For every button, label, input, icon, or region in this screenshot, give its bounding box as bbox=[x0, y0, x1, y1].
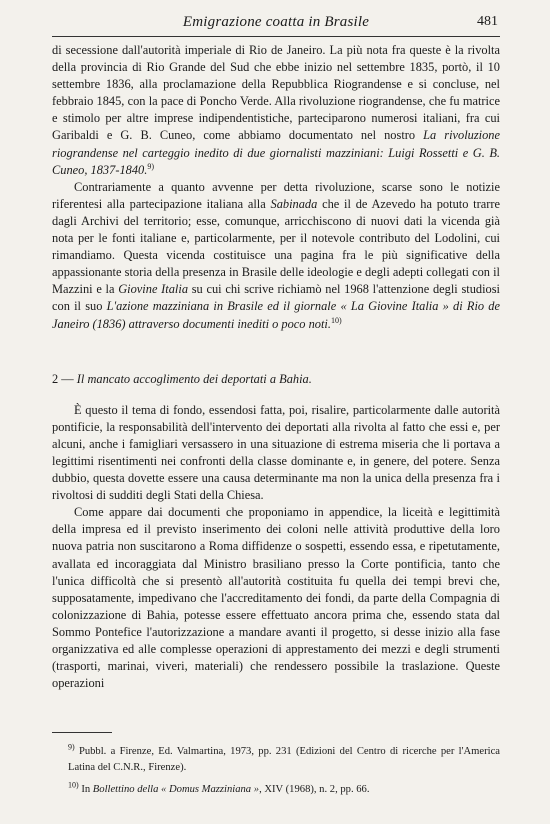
italic-text: La rivoluzione riograndense nel carteggio inedito di due giornalisti mazziniani: Luigi Rossetti e G. B. Cuneo, 1837-1840. bbox=[52, 128, 500, 177]
footnote bbox=[68, 744, 500, 776]
text-run: , XIV (1968), n. 2, pp. 66. bbox=[259, 784, 370, 795]
italic-text: Giovine Italia bbox=[118, 282, 189, 297]
text-run: È questo il tema di fondo, essendosi fatta, poi, risalire, particolarmente dalle autorità pontificie, la responsabilità dell'intervento dei deportati alla rivolta al fatto che essi e, per alcuni, anche i famigliari versassero in una situazione di estrema miseria che li portava a legittimi risentimenti nei confronti della classe dominante e, in genere, del potere. Senza dubbio, questa dovette essere una causa determinante ma non la unica della presenza fra i rivoltosi di sudditi degli Stati della Chiesa. bbox=[52, 402, 500, 503]
text-run: di secessione dall'autorità imperiale di Rio de Janeiro. La più nota fra queste è la rivolta della provincia di Rio Grande del Sud che ebbe inizio nel settembre 1835, portò, il 10 settembre 1836, alla proclamazione della Repubblica Riograndense e si concluse, nel febbraio 1845, con la pace di Poncho Verde. Alla rivoluzione riograndense, che fu matrice e stimolo per altre imprese indipendentistiche, parteciparono numerosi italiani, fra cui Garibaldi e G. B. Cuneo, come abbiamo documentato nel nostro bbox=[52, 43, 500, 143]
footnote-separator bbox=[52, 732, 112, 733]
paragraph bbox=[52, 402, 500, 505]
text-run: 2 — bbox=[52, 371, 77, 386]
text-run: Contrariamente a quanto avvenne per detta rivoluzione, scarse sono le notizie riferentesi alla partecipazione italiana alla bbox=[52, 179, 500, 211]
page-number: 481 bbox=[477, 14, 498, 29]
footnote-marker: 10) bbox=[330, 315, 342, 325]
italic-text: Il mancato accoglimento dei deportati a Bahia. bbox=[76, 371, 312, 386]
italic-text: Bollettino della « Domus Mazziniana » bbox=[92, 784, 260, 795]
section-heading bbox=[52, 371, 500, 388]
footnote-number: 9) bbox=[68, 742, 75, 752]
running-header bbox=[52, 10, 500, 37]
running-title: Emigrazione coatta in Brasile bbox=[182, 14, 370, 30]
paragraph bbox=[52, 179, 500, 333]
text-run: che il de Azevedo ha potuto trarre dagli Archivi del territorio; esse, comunque, arricchiscono di nuovi dati la vicenda già nota per le fonti italiane e, particolarmente, per il notevole contributo del Lodolini, cui rimandiamo. Questa vicenda costituisce una pagina fra le più significative della appassionante storia della presenza in Brasile delle ideologie e degli adepti collegati con il Mazzini e la bbox=[52, 196, 500, 297]
body-text bbox=[52, 42, 500, 692]
italic-text: L'azione mazziniana in Brasile ed il giornale « La Giovine Italia » di Rio de Janeiro (1836) attraverso documenti inediti o poco noti. bbox=[52, 299, 501, 331]
paragraph bbox=[52, 42, 500, 179]
text-run: Come appare dai documenti che proponiamo in appendice, la liceità e legittimità della impresa ed il previsto inserimento dei coloni nelle attività produttive della loro nuova patria non suscitarono a Roma diffidenze o sospetti, essendo essa, e ripetutamente, avallata ed incoraggiata dal Ministro brasiliano presso la Corte pontificia, tanto che l'unica difficoltà che si presentò all'autorità costituita fu quella dei tempi brevi che, supposatamente, impedivano che l'accreditamento dei fondi, da parte della Compagnia di colonizzazione di Bahia, potesse essere effettuato ancora prima che, essendo stata dal Sommo Pontefice l'autorizzazione a mandare avanti il progetto, si desse inizio alla fase organizzativa ed alle complesse operazioni di apprestamento dei mezzi e degli strumenti (trasporti, marinai, viveri, materiali) che rendessero possibile la traslazione. Queste operazioni bbox=[52, 505, 500, 691]
footnote bbox=[68, 782, 500, 798]
text-run: In bbox=[78, 784, 93, 795]
italic-text: Sabinada bbox=[270, 196, 318, 211]
footnote-number: 10) bbox=[68, 780, 79, 790]
text-run: su cui chi scrive richiamò nel 1968 l'attenzione degli studiosi con il suo bbox=[52, 282, 500, 314]
footnote-marker: 9) bbox=[147, 161, 155, 171]
paragraph bbox=[52, 504, 500, 692]
footnotes bbox=[68, 744, 500, 804]
text-run: Pubbl. a Firenze, Ed. Valmartina, 1973, pp. 231 (Edizioni del Centro di ricerche per l'America Latina del C.N.R., Firenze). bbox=[68, 746, 500, 773]
